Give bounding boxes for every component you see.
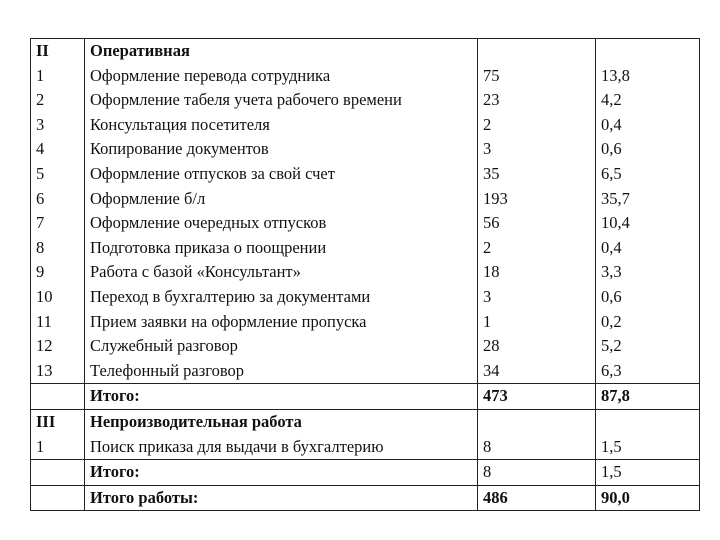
table-row (31, 310, 700, 335)
row-name-cell: Оформление б/л (85, 187, 478, 212)
row-name-cell: Итого: (85, 384, 478, 410)
table-row (31, 113, 700, 138)
row-name-cell: Копирование документов (85, 137, 478, 162)
row-percent-cell: 13,8 (596, 64, 700, 89)
table-row (31, 334, 700, 359)
row-name-cell: Оформление перевода сотрудника (85, 64, 478, 89)
row-name-cell: Служебный разговор (85, 334, 478, 359)
row-percent-cell: 10,4 (596, 211, 700, 236)
row-number-cell: 1 (31, 64, 85, 89)
row-count-cell: 34 (478, 359, 596, 384)
row-count-cell: 2 (478, 236, 596, 261)
row-number-cell: 5 (31, 162, 85, 187)
row-count-cell: 18 (478, 260, 596, 285)
row-count-cell: 1 (478, 310, 596, 335)
row-percent-cell: 6,5 (596, 162, 700, 187)
row-percent-cell (596, 39, 700, 64)
row-percent-cell: 1,5 (596, 460, 700, 486)
row-count-cell: 56 (478, 211, 596, 236)
row-count-cell: 23 (478, 88, 596, 113)
row-number-cell: II (31, 39, 85, 64)
row-number-cell: 11 (31, 310, 85, 335)
row-percent-cell (596, 409, 700, 434)
row-name-cell: Итого работы: (85, 485, 478, 511)
row-number-cell (31, 485, 85, 511)
row-count-cell: 193 (478, 187, 596, 212)
table-row (31, 137, 700, 162)
row-percent-cell: 3,3 (596, 260, 700, 285)
table-row (31, 236, 700, 261)
row-name-cell: Работа с базой «Консультант» (85, 260, 478, 285)
row-number-cell: 7 (31, 211, 85, 236)
row-number-cell: 9 (31, 260, 85, 285)
row-name-cell: Итого: (85, 460, 478, 486)
row-number-cell: 12 (31, 334, 85, 359)
row-name-cell: Консультация посетителя (85, 113, 478, 138)
row-name-cell: Телефонный разговор (85, 359, 478, 384)
row-count-cell: 2 (478, 113, 596, 138)
row-percent-cell: 6,3 (596, 359, 700, 384)
row-count-cell (478, 39, 596, 64)
table-row (31, 485, 700, 511)
row-number-cell (31, 384, 85, 410)
row-count-cell: 35 (478, 162, 596, 187)
row-name-cell: Поиск приказа для выдачи в бухгалтерию (85, 435, 478, 460)
table-row (31, 39, 700, 64)
table-row (31, 187, 700, 212)
row-number-cell: 10 (31, 285, 85, 310)
row-count-cell: 3 (478, 285, 596, 310)
row-count-cell: 8 (478, 435, 596, 460)
table-row (31, 285, 700, 310)
row-number-cell: 3 (31, 113, 85, 138)
row-count-cell: 28 (478, 334, 596, 359)
table-row (31, 460, 700, 486)
table-row (31, 64, 700, 89)
row-name-cell: Оформление отпусков за свой счет (85, 162, 478, 187)
row-name-cell: Оформление очередных отпусков (85, 211, 478, 236)
row-percent-cell: 90,0 (596, 485, 700, 511)
row-percent-cell: 0,4 (596, 113, 700, 138)
row-percent-cell: 0,6 (596, 137, 700, 162)
table-row (31, 211, 700, 236)
table-row (31, 435, 700, 460)
row-number-cell: III (31, 409, 85, 434)
row-count-cell: 75 (478, 64, 596, 89)
row-name-cell: Непроизводительная работа (85, 409, 478, 434)
row-number-cell: 4 (31, 137, 85, 162)
row-name-cell: Оперативная (85, 39, 478, 64)
row-number-cell: 1 (31, 435, 85, 460)
row-percent-cell: 0,6 (596, 285, 700, 310)
table-row (31, 359, 700, 384)
row-count-cell: 486 (478, 485, 596, 511)
row-percent-cell: 87,8 (596, 384, 700, 410)
row-percent-cell: 0,2 (596, 310, 700, 335)
row-count-cell: 473 (478, 384, 596, 410)
row-name-cell: Прием заявки на оформление пропуска (85, 310, 478, 335)
row-number-cell: 8 (31, 236, 85, 261)
row-number-cell: 13 (31, 359, 85, 384)
work-time-table (30, 38, 700, 511)
table-row (31, 260, 700, 285)
row-name-cell: Подготовка приказа о поощрении (85, 236, 478, 261)
table-row (31, 384, 700, 410)
row-count-cell: 8 (478, 460, 596, 486)
table-row (31, 409, 700, 434)
row-number-cell: 2 (31, 88, 85, 113)
row-number-cell (31, 460, 85, 486)
row-count-cell: 3 (478, 137, 596, 162)
row-percent-cell: 4,2 (596, 88, 700, 113)
table-row (31, 88, 700, 113)
row-count-cell (478, 409, 596, 434)
row-name-cell: Переход в бухгалтерию за документами (85, 285, 478, 310)
table-row (31, 162, 700, 187)
row-name-cell: Оформление табеля учета рабочего времени (85, 88, 478, 113)
row-percent-cell: 0,4 (596, 236, 700, 261)
row-percent-cell: 5,2 (596, 334, 700, 359)
table-body (31, 39, 700, 511)
row-number-cell: 6 (31, 187, 85, 212)
row-percent-cell: 1,5 (596, 435, 700, 460)
row-percent-cell: 35,7 (596, 187, 700, 212)
